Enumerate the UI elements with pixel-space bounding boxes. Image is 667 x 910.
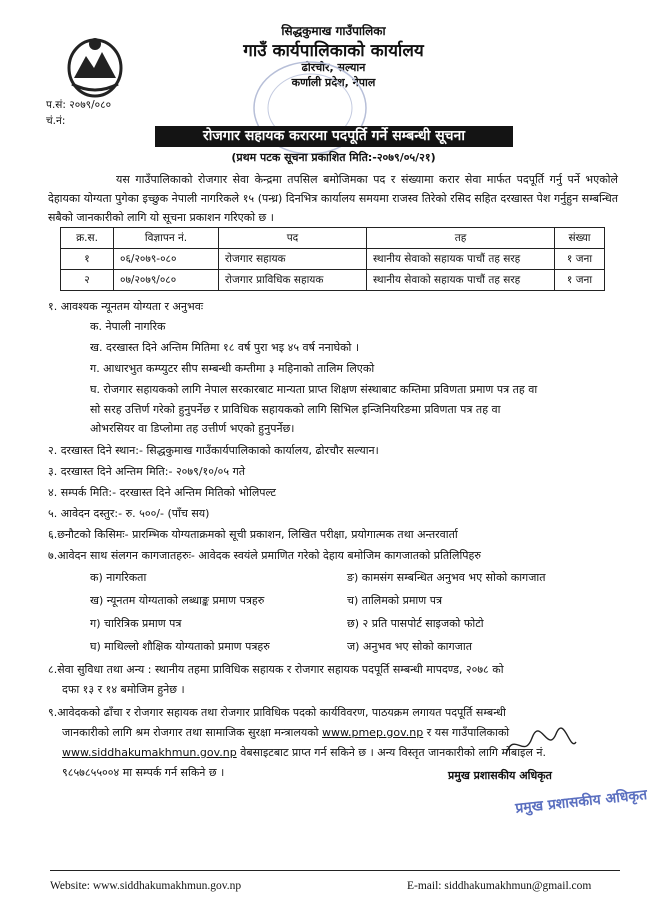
signature-scribble [500,724,580,764]
qualification-item: ग. आधारभुत कम्प्युटर सीप सम्बन्धी कम्तीमा ३ महिनाको तालिम लिएको [90,362,375,375]
point-info-sources: ९.आवेदकको ढाँचा र रोजगार सहायक तथा रोजगार प्राविधिक पदको कार्यविवरण, पाठयक्रम लगायत पदपूर्ति सम्बन्धी [48,706,506,719]
mobile-contact: ९८५७८५५००४ मा सम्पर्क गर्न सकिने छ । [62,766,225,779]
point-documents: ७.आवेदन साथ संलगन कागजातहरुः- आवेदक स्वयंले प्रमाणित गरेको देहाय बमोजिम कागजातको प्रतिलिपिहरु [48,549,481,562]
document-item: घ) माथिल्लो शौक्षिक योग्यताको प्रमाण पत्रहरु [90,640,270,653]
cell-sn: २ [61,270,114,291]
document-item: ज) अनुभव भए सोको कागजात [347,640,472,653]
vacancy-table [60,227,605,291]
point-deadline: ३. दरखास्त दिने अन्तिम मिति:- २०७९/१०/०५ गते [48,465,246,478]
signatory-designation: प्रमुख प्रशासकीय अधिकृत [448,769,552,782]
qualification-item: क. नेपाली नागरिक [90,320,166,333]
col-header-sn: क्र.स. [61,228,114,249]
notice-title: रोजगार सहायक करारमा पदपूर्ति गर्ने सम्बन्धी सूचना [155,126,513,147]
point-info-sources-cont [62,743,546,762]
footer-divider [50,870,620,871]
cell-count: १ जना [555,270,605,291]
cell-ad-no: ०७/२०७९/०८० [114,270,219,291]
cell-level: स्थानीय सेवाको सहायक पाचौं तह सरह [367,249,555,270]
notice-intro: यस गाउँपालिकाको रोजगार सेवा केन्द्रमा तपसिल बमोजिमका पद र संख्यामा करार सेवा मार्फत पदपूर्ति गर्नु पर्ने भएकोले देहायका योग्यता पुगेका इच्छुक नेपाली नागरिकले १५ (पन्ध्र) दिनभित्र कार्यालय समयमा राजस्व तिरेको रसिद सहित दरखास्त पेश गर्नुहुन सम्बन्धित सबैको जानकारीको लागि यो सूचना प्रकाशन गरिएको छ । [48,173,618,224]
qualification-item: घ. रोजगार सहायकको लागि नेपाल सरकारबाट मान्यता प्राप्त शिक्षण संस्थाबाट कम्तिमा प्रविणता प्रमाण पत्र तह वा [90,383,538,396]
cell-post: रोजगार सहायक [219,249,367,270]
point-fee: ५. आवेदन दस्तुर:- रु. ५००/- (पाँच सय) [48,507,210,520]
col-header-post: पद [219,228,367,249]
municipality-name: सिद्धकुमाख गाउँपालिका [281,24,386,38]
point-info-sources-cont [62,723,509,742]
footer-email: E-mail: siddhakumakhmun@gmail.com [407,880,592,892]
notice-subtitle: (प्रथम पटक सूचना प्रकाशित मिति:-२०७९/०५/२१) [231,151,436,164]
document-item: ग) चारित्रिक प्रमाण पत्र [90,617,182,630]
document-item: च) तालिमको प्रमाण पत्र [347,594,443,607]
document-item: ख) न्यूनतम योग्यताको लब्धाङ्क प्रमाण पत्रहरु [90,594,265,607]
dispatch-number: चं.नं: [46,115,66,127]
municipality-website-link[interactable]: www.siddhakumakhmun.gov.np [62,746,237,759]
cell-post: रोजगार प्राविधिक सहायक [219,270,367,291]
point-service-facility: ८.सेवा सुविधा तथा अन्य : स्थानीय तहमा प्राविधिक सहायक र रोजगार सहायक पदपूर्ति सम्बन्धी मापदण्ड, २०७८ को [48,663,504,676]
point-service-facility-cont: दफा १३ र १४ बमोजिम हुनेछ । [62,683,185,696]
cell-sn: १ [61,249,114,270]
col-header-level: तह [367,228,555,249]
document-item: ङ) कामसंग सम्बन्धित अनुभव भए सोको कागजात [347,571,546,584]
col-header-ad-no: विज्ञापन नं. [114,228,219,249]
table-row [61,249,605,270]
point-application-place: २. दरखास्त दिने स्थान:- सिद्धकुमाख गाउँकार्यपालिकाको कार्यालय, ढोरचौर सल्यान। [48,444,379,457]
cell-ad-no: ०६/२०७९-०८० [114,249,219,270]
cell-count: १ जना [555,249,605,270]
pmep-link[interactable]: www.pmep.gov.np [322,726,424,739]
table-header-row [61,228,605,249]
qualification-item-cont: सो सरह उत्तिर्ण गरेको हुनुपर्नेछ र प्राविधिक सहायकको लागि सिभिल इन्जिनियरिङमा प्रविणता पत्र तह वा [90,403,501,416]
document-item: क) नागरिकता [90,571,147,584]
office-name: गाउँ कार्यपालिकाको कार्यालय [243,41,424,61]
col-header-count: संख्या [555,228,605,249]
reference-number: प.सं: २०७९/०८० [46,99,112,111]
table-row [61,270,605,291]
info-text: वेबसाइटबाट प्राप्त गर्न सकिने छ । अन्य विस्तृत जानकारीको लागि मोबाइल नं. [240,746,546,759]
qualification-item: ख. दरखास्त दिने अन्तिम मितिमा १८ वर्ष पुरा भइ ४५ वर्ष ननाघेको । [90,341,360,354]
document-item: छ) २ प्रति पासपोर्ट साइजको फोटो [347,617,484,630]
designation-stamp: प्रमुख प्रशासकीय अधिकृत [514,787,648,817]
qualification-item-cont: ओभरसियर वा डिप्लोमा तह उत्तीर्ण भएको हुनुपर्नेछ। [90,422,295,435]
info-text: जानकारीको लागि श्रम रोजगार तथा सामाजिक सुरक्षा मन्त्रालयको [62,726,319,739]
qualifications-heading: १. आवश्यक न्यूनतम योग्यता र अनुभवः [48,300,204,313]
footer-website: Website: www.siddhakumakhmun.gov.np [50,880,242,892]
point-selection-method: ६.छनौटको किसिमः- प्रारम्भिक योग्यताक्रमको सूची प्रकाशन, लिखित परीक्षा, प्रयोगात्मक तथा अन्तरवार्ता [48,528,458,541]
cell-level: स्थानीय सेवाको सहायक पाचौं तह सरह [367,270,555,291]
info-text: र यस गाउँपालिकाको [426,726,510,739]
province-name: कर्णाली प्रदेश, नेपाल [291,76,376,89]
office-address: ढोरचौर, सल्यान [301,61,366,74]
point-contact-date: ४. सम्पर्क मिति:- दरखास्त दिने अन्तिम मितिको भोलिपल्ट [48,486,276,499]
